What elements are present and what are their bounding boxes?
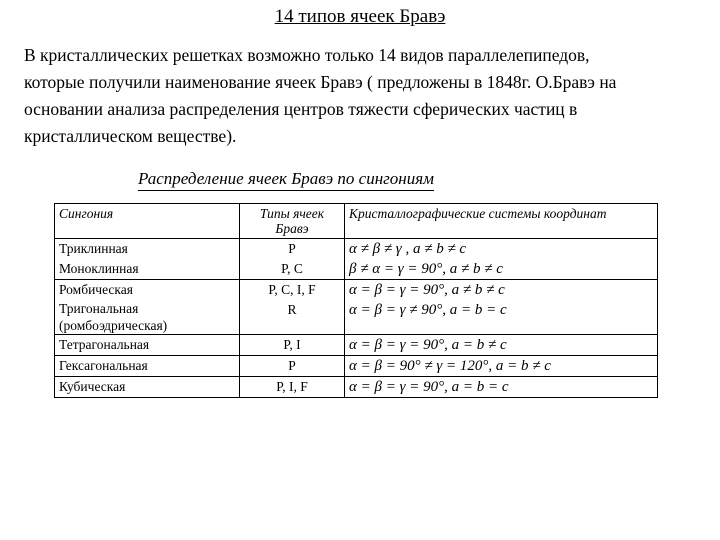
header-types: Типы ячеек Бравэ <box>240 204 345 239</box>
cell-syngony: Тетрагональная <box>55 335 240 356</box>
header-systems: Кристаллографические системы координат <box>345 204 658 239</box>
intro-line: основании анализа распределения центров тяжести сферических частиц в <box>24 99 578 119</box>
cell-syngony: Гексагональная <box>55 356 240 377</box>
cell-syngony: Моноклинная <box>55 259 240 280</box>
table-caption: Распределение ячеек Бравэ по сингониям <box>138 168 434 191</box>
cell-syngony: Кубическая <box>55 377 240 398</box>
table-row <box>55 300 658 335</box>
cell-syngony: Ромбическая <box>55 280 240 301</box>
cell-formula: α = β = γ = 90°, a ≠ b ≠ c <box>345 280 658 301</box>
cell-formula: β ≠ α = γ = 90°, a ≠ b ≠ c <box>345 259 658 280</box>
table-header-row <box>55 204 658 239</box>
cell-formula: α = β = 90° ≠ γ = 120°, a = b ≠ c <box>345 356 658 377</box>
cell-formula: α = β = γ ≠ 90°, a = b = c <box>345 300 658 335</box>
table-row <box>55 280 658 301</box>
cell-types: P <box>240 239 345 260</box>
table-row <box>55 239 658 260</box>
bravais-table <box>54 203 658 398</box>
table-row <box>55 377 658 398</box>
intro-line: которые получили наименование ячеек Бравэ ( предложены в 1848г. О.Бравэ на <box>24 72 617 92</box>
cell-types: R <box>240 300 345 335</box>
cell-types: P, I, F <box>240 377 345 398</box>
cell-syngony: Тригональная (ромбоэдрическая) <box>55 300 240 335</box>
cell-types: P, C <box>240 259 345 280</box>
table-row <box>55 335 658 356</box>
page-title: 14 типов ячеек Бравэ <box>274 6 446 27</box>
intro-line: кристаллическом веществе). <box>24 126 237 146</box>
cell-types: P, C, I, F <box>240 280 345 301</box>
cell-formula: α = β = γ = 90°, a = b = c <box>345 377 658 398</box>
intro-line: В кристаллических решетках возможно только 14 видов параллелепипедов, <box>24 45 590 65</box>
cell-types: P <box>240 356 345 377</box>
table-row <box>55 356 658 377</box>
header-syngony: Сингония <box>55 204 240 239</box>
cell-formula: α ≠ β ≠ γ , a ≠ b ≠ c <box>345 239 658 260</box>
cell-formula: α = β = γ = 90°, a = b ≠ c <box>345 335 658 356</box>
intro-paragraph <box>24 42 714 150</box>
cell-syngony: Триклинная <box>55 239 240 260</box>
table-row <box>55 259 658 280</box>
cell-types: P, I <box>240 335 345 356</box>
